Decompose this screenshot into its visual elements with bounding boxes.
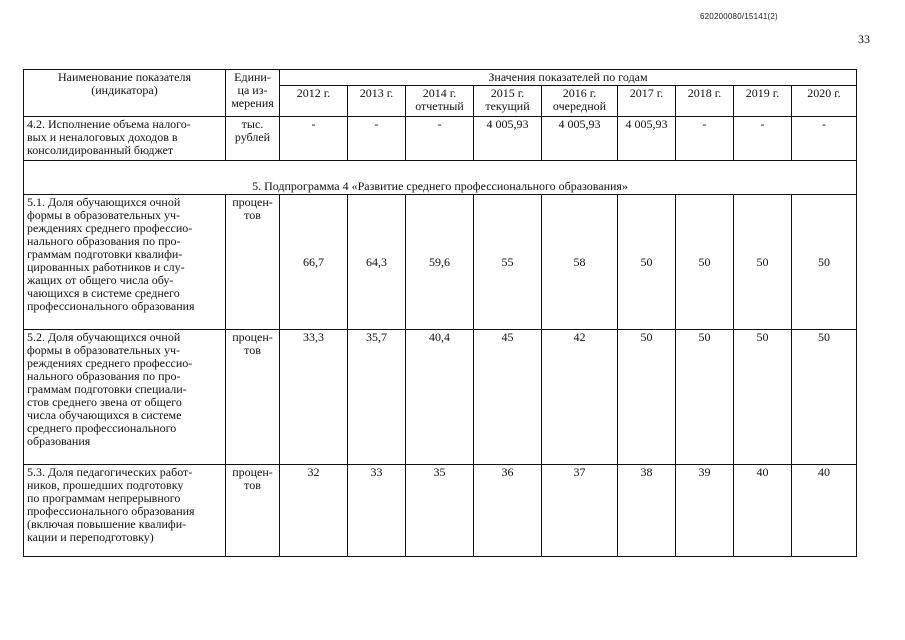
year-header	[792, 86, 857, 117]
unit-line: тыс.	[241, 117, 264, 131]
unit-cell	[226, 195, 280, 330]
table-row	[24, 465, 857, 557]
value-cell: 66,7	[280, 195, 348, 330]
indicator-header-line: (индикатора)	[91, 83, 158, 97]
indicator-name-line: граммам подготовки специали-	[27, 382, 187, 396]
value-cell: -	[406, 117, 474, 161]
value-cell: 50	[676, 195, 734, 330]
value-cell: 4 005,93	[474, 117, 542, 161]
indicator-header-line: Наименование показателя	[58, 70, 191, 84]
indicator-name-line: нального образования по про-	[27, 234, 181, 248]
value-cell: 42	[542, 330, 618, 465]
value-cell: 32	[280, 465, 348, 557]
indicator-name	[24, 330, 226, 465]
unit-line: рублей	[234, 130, 271, 144]
value-cell: 35	[406, 465, 474, 557]
table-row	[24, 195, 857, 330]
section-title: 5. Подпрограмма 4 «Развитие среднего профессионального образования»	[24, 161, 857, 195]
value-cell: 50	[792, 330, 857, 465]
value-cell: 58	[542, 195, 618, 330]
indicators-table	[23, 69, 857, 557]
value-cell: 50	[792, 195, 857, 330]
indicator-header	[24, 70, 226, 117]
value-cell: -	[734, 117, 792, 161]
unit-line: процен-	[232, 330, 273, 344]
value-cell: -	[348, 117, 406, 161]
value-cell: 36	[474, 465, 542, 557]
unit-line: процен-	[232, 195, 273, 209]
value-cell: 4 005,93	[618, 117, 676, 161]
section-row	[24, 161, 857, 195]
unit-header-line: ца из-	[237, 83, 268, 97]
year-sublabel: отчетный	[415, 99, 464, 113]
year-label: 2020 г.	[807, 86, 841, 100]
document-id: 620200080/15141(2)	[700, 12, 778, 21]
year-label: 2017 г.	[629, 86, 664, 100]
value-cell: 40,4	[406, 330, 474, 465]
indicator-name-line: (включая повышение квалифи-	[27, 517, 187, 531]
unit-line: тов	[244, 343, 261, 357]
year-header	[474, 86, 542, 117]
indicator-name-line: реждениях среднего профессио-	[27, 221, 193, 235]
indicator-name-line: по программам непрерывного	[27, 491, 181, 505]
indicator-name-line: среднего профессионального	[27, 421, 177, 435]
indicator-name-line: 5.2. Доля обучающихся очной	[27, 330, 181, 344]
indicator-name-line: стов среднего звена от общего	[27, 395, 182, 409]
value-cell: 33	[348, 465, 406, 557]
value-cell: 39	[676, 465, 734, 557]
value-cell: -	[676, 117, 734, 161]
indicator-name-line: кации и переподготовку)	[27, 530, 154, 544]
indicator-name-line: жащих от общего числа обу-	[27, 273, 174, 287]
indicator-name-line: реждениях среднего профессио-	[27, 356, 193, 370]
year-label: 2019 г.	[745, 86, 780, 100]
indicator-name	[24, 465, 226, 557]
value-cell: 64,3	[348, 195, 406, 330]
year-header	[734, 86, 792, 117]
unit-line: процен-	[232, 465, 273, 479]
indicator-name-line: ников, прошедших подготовку	[27, 478, 184, 492]
indicator-name-line: профессионального образования	[27, 299, 195, 313]
year-header	[280, 86, 348, 117]
unit-cell	[226, 465, 280, 557]
indicator-name-line: формы в образовательных уч-	[27, 208, 181, 222]
indicator-name-line: вых и неналоговых доходов в	[27, 130, 178, 144]
value-cell: 35,7	[348, 330, 406, 465]
year-header	[348, 86, 406, 117]
indicator-name-line: консолидированный бюджет	[27, 143, 174, 157]
value-cell: 40	[734, 465, 792, 557]
unit-header-line: мерения	[231, 96, 274, 110]
year-label: 2012 г.	[296, 86, 331, 100]
value-cell: 45	[474, 330, 542, 465]
year-header	[406, 86, 474, 117]
value-cell: 50	[734, 195, 792, 330]
year-header	[676, 86, 734, 117]
value-cell: -	[792, 117, 857, 161]
year-sublabel: очередной	[552, 99, 607, 113]
value-cell: 59,6	[406, 195, 474, 330]
value-cell: 40	[792, 465, 857, 557]
year-sublabel: текущий	[485, 99, 530, 113]
year-label: 2013 г.	[359, 86, 394, 100]
unit-header-line: Едини-	[234, 70, 271, 84]
year-header	[542, 86, 618, 117]
value-cell: 33,3	[280, 330, 348, 465]
year-header	[618, 86, 676, 117]
indicator-name-line: 5.1. Доля обучающихся очной	[27, 195, 181, 209]
values-group-header: Значения показателей по годам	[280, 70, 857, 86]
indicator-name-line: числа обучающихся в системе	[27, 408, 182, 422]
year-label: 2014 г.	[422, 86, 457, 100]
indicator-name-line: цированных работников и слу-	[27, 260, 185, 274]
table-row	[24, 330, 857, 465]
value-cell: 50	[734, 330, 792, 465]
indicator-name-line: профессионального образования	[27, 504, 195, 518]
indicator-name-line: граммам подготовки квалифи-	[27, 247, 183, 261]
unit-cell	[226, 117, 280, 161]
unit-line: тов	[244, 208, 261, 222]
value-cell: 38	[618, 465, 676, 557]
year-label: 2016 г.	[562, 86, 597, 100]
page-number: 33	[858, 32, 870, 46]
indicator-name-line: 5.3. Доля педагогических работ-	[27, 465, 193, 479]
value-cell: 4 005,93	[542, 117, 618, 161]
table-header-row	[24, 70, 857, 86]
year-label: 2015 г.	[490, 86, 525, 100]
value-cell: 55	[474, 195, 542, 330]
indicator-name-line: образования	[27, 434, 91, 448]
indicator-name-line: чающихся в системе среднего	[27, 286, 180, 300]
unit-line: тов	[244, 478, 261, 492]
value-cell: 50	[618, 330, 676, 465]
indicator-name	[24, 195, 226, 330]
unit-header	[226, 70, 280, 117]
indicator-name	[24, 117, 226, 161]
table-row	[24, 117, 857, 161]
year-label: 2018 г.	[687, 86, 722, 100]
value-cell: -	[280, 117, 348, 161]
value-cell: 50	[676, 330, 734, 465]
value-cell: 50	[618, 195, 676, 330]
indicator-name-line: 4.2. Исполнение объема налого-	[27, 117, 191, 131]
indicator-name-line: формы в образовательных уч-	[27, 343, 181, 357]
indicator-name-line: нального образования по про-	[27, 369, 181, 383]
unit-cell	[226, 330, 280, 465]
value-cell: 37	[542, 465, 618, 557]
